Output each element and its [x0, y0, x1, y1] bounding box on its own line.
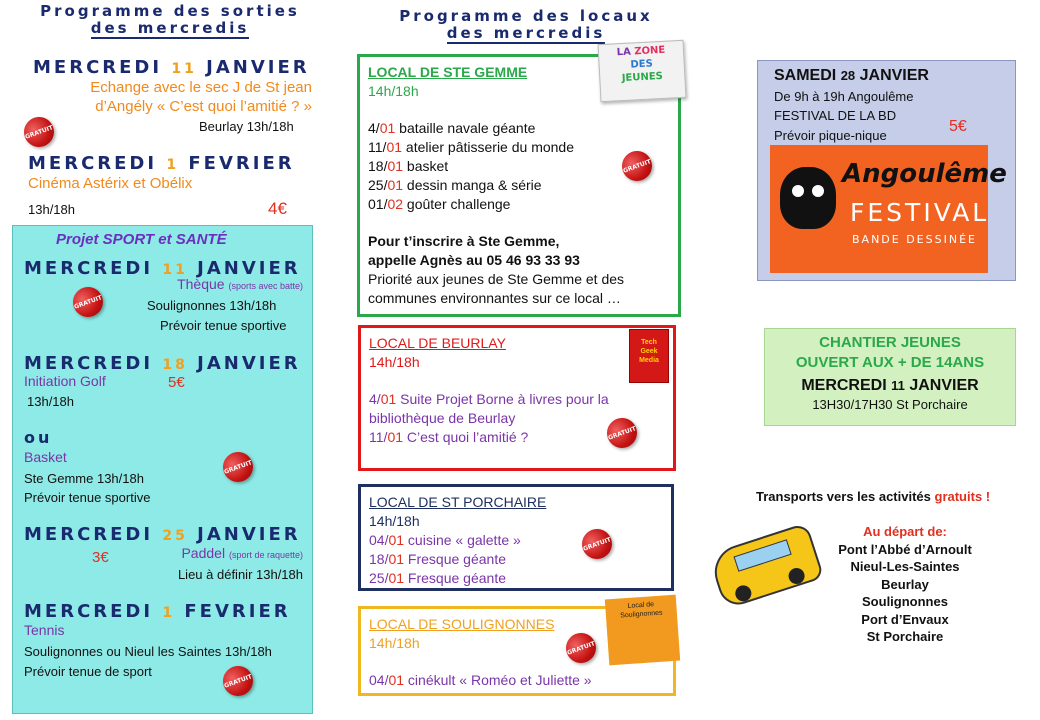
item-text: goûter challenge [403, 196, 511, 212]
samedi-line1: De 9h à 19h Angoulême [774, 89, 914, 104]
sport-e2-day: 18 [162, 357, 188, 373]
samedi-month: JANVIER [859, 67, 929, 84]
sport-e4-note: (sport de raquette) [228, 550, 303, 560]
left-header-line1: Programme des sorties [40, 2, 300, 20]
st-porchaire-time: 14h/18h [369, 513, 420, 529]
middle-header-line1: Programme des locaux [399, 7, 653, 25]
transports-gratuits: gratuits ! [934, 489, 991, 504]
sport-e1-month: JANVIER [197, 258, 301, 279]
sport-e4-activity-name: Paddel [181, 545, 226, 561]
gratuit-badge [20, 113, 58, 151]
chantier-day: 11 [891, 378, 905, 393]
item-month: 01 [380, 391, 397, 407]
samedi-line2: FESTIVAL DE LA BD [774, 108, 897, 123]
sport-e4-activity [181, 545, 303, 561]
soulignonnes-time: 14h/18h [369, 635, 420, 651]
sport-e1-label: MERCREDI [24, 258, 154, 279]
samedi-panel [757, 60, 1016, 281]
sport-e5-label: MERCREDI [24, 601, 154, 622]
sport-ou: ou [24, 428, 53, 447]
item-text: atelier pâtisserie du monde [402, 139, 575, 155]
chantier-month: JANVIER [909, 377, 979, 394]
ste-gemme-inscr1: Pour t’inscrire à Ste Gemme, [368, 233, 560, 249]
w2-line1: Cinéma Astérix et Obélix [28, 175, 193, 192]
sport-e5-extra: Prévoir tenue de sport [24, 664, 152, 679]
w2-heading [28, 153, 295, 174]
middle-header-line2: des mercredis [446, 24, 606, 42]
chantier-title: CHANTIER JEUNES [819, 334, 961, 351]
w2-label: MERCREDI [28, 153, 158, 174]
list-item [369, 531, 663, 550]
sticker-tech: Tech [641, 339, 657, 346]
sport-e4-label: MERCREDI [24, 524, 154, 545]
bus-wheel-icon [787, 566, 807, 586]
sport-e1-day: 11 [162, 262, 188, 278]
sport-e4-heading [24, 524, 301, 545]
left-header [30, 3, 310, 39]
ste-gemme-inscr2: appelle Agnès au 05 46 93 33 93 [368, 252, 580, 268]
item-text: bataille navale géante [395, 120, 536, 136]
chantier-day-label: MERCREDI [801, 377, 887, 394]
poster-festival: FESTIVAL [850, 198, 990, 227]
bus-icon [708, 522, 825, 609]
sticker-local: Local de [627, 601, 655, 610]
item-month: 01 [379, 120, 396, 136]
item-day: 4/ [368, 120, 380, 136]
sport-e1-activity [177, 276, 303, 292]
item-month: 01 [387, 158, 404, 174]
list-item [368, 138, 670, 157]
sport-e4-place: Lieu à définir 13h/18h [177, 567, 303, 582]
zone-jeunes-sticker [598, 40, 687, 102]
bus-wheel-icon [733, 583, 753, 603]
w1-line1: Echange avec le sec J de St jean [90, 79, 312, 96]
item-text: C’est quoi l’amitié ? [403, 429, 529, 445]
list-item [368, 119, 670, 138]
list-item [369, 390, 665, 409]
middle-header [392, 8, 660, 44]
local-st-porchaire [358, 484, 674, 591]
poster-subtitle: BANDE DESSINÉE [852, 233, 977, 246]
w1-heading [33, 57, 310, 78]
sport-e2-heading [24, 353, 301, 374]
list-item [369, 550, 663, 569]
gratuit-text: GRATUIT [582, 535, 612, 553]
sport-e4-day: 25 [162, 528, 188, 544]
gratuit-text: GRATUIT [24, 123, 54, 141]
item-month: 01 [388, 570, 405, 586]
samedi-label: SAMEDI [774, 67, 837, 84]
soulignonnes-list [369, 671, 665, 690]
sport-e3-activity: Basket [24, 449, 67, 465]
list-item [369, 569, 663, 588]
item-day: 25/ [368, 177, 388, 193]
item-month: 01 [387, 429, 404, 445]
item-day: 4/ [369, 391, 381, 407]
w2-day: 1 [166, 157, 180, 173]
gratuit-text: GRATUIT [622, 157, 652, 175]
item-day: 01/ [368, 196, 388, 212]
chantier-age: OUVERT AUX + DE 14ANS [795, 354, 985, 371]
poster-title: Angoulême [842, 159, 1007, 189]
item-text: cinékult « Roméo et Juliette » [404, 672, 592, 688]
item-text: Fresque géante [404, 570, 507, 586]
cat-eye-icon [792, 185, 804, 197]
sport-e2-price: 5€ [168, 374, 185, 391]
item-day: 18/ [369, 551, 389, 567]
item-text: dessin manga & série [403, 177, 542, 193]
item-month: 02 [387, 196, 404, 212]
gratuit-text: GRATUIT [223, 458, 253, 476]
item-month: 01 [388, 551, 405, 567]
sport-e3-extra: Prévoir tenue sportive [24, 490, 151, 505]
samedi-title [774, 67, 929, 85]
w2-time: 13h/18h [28, 202, 75, 217]
bus-window-icon [733, 539, 791, 572]
sport-e1-place: Soulignonnes 13h/18h [147, 298, 277, 313]
sport-e5-day: 1 [162, 605, 176, 621]
w1-month: JANVIER [206, 57, 310, 78]
item-month: 01 [388, 672, 405, 688]
beurlay-time: 14h/18h [369, 354, 420, 370]
st-porchaire-title: LOCAL DE ST PORCHAIRE [369, 494, 547, 510]
samedi-day: 28 [840, 68, 856, 83]
ste-gemme-prio1: Priorité aux jeunes de Ste Gemme et des [368, 271, 625, 287]
transports-title-text: Transports vers les activités [756, 489, 931, 504]
chantier-date [765, 377, 1015, 395]
item-day: 18/ [368, 158, 388, 174]
sport-e1-extra: Prévoir tenue sportive [160, 318, 287, 333]
item-day: 04/ [369, 532, 389, 548]
item-text: basket [403, 158, 449, 174]
transport-place: Port d’Envaux [861, 611, 949, 627]
sport-panel [12, 225, 313, 714]
w2-price: 4€ [268, 199, 287, 218]
list-item [368, 195, 670, 214]
item-text: Fresque géante [404, 551, 507, 567]
transport-places [820, 541, 990, 646]
soulignonnes-title: LOCAL DE SOULIGNONNES [369, 616, 555, 632]
samedi-line3: Prévoir pique-nique [774, 128, 887, 143]
sport-e2-time: 13h/18h [27, 394, 74, 409]
transport-place: St Porchaire [866, 629, 944, 644]
sport-e2-activity: Initiation Golf [24, 373, 106, 389]
gratuit-text: GRATUIT [607, 424, 637, 442]
samedi-price: 5€ [949, 118, 967, 135]
ste-gemme-prio2: communes environnantes sur ce local … [368, 290, 621, 306]
sport-e1-activity-name: Thèque [177, 276, 225, 292]
transport-place: Beurlay [881, 576, 929, 592]
item-month: 01 [388, 532, 405, 548]
sticker-des: DES [630, 58, 654, 71]
angouleme-poster [770, 145, 1007, 273]
local-soulignonnes-sticker [605, 595, 680, 666]
item-month: 01 [387, 177, 404, 193]
sport-e2-month: JANVIER [197, 353, 301, 374]
w2-month: FEVRIER [188, 153, 295, 174]
sport-e4-month: JANVIER [197, 524, 301, 545]
sport-e5-activity: Tennis [24, 622, 65, 638]
transport-place: Pont l’Abbé d’Arnoult [838, 541, 972, 557]
sport-e4-price: 3€ [92, 549, 109, 566]
item-text: cuisine « galette » [404, 532, 521, 548]
item-day: 25/ [369, 570, 389, 586]
chantier-panel [764, 328, 1016, 426]
transport-place: Soulignonnes [862, 594, 948, 609]
w1-day: 11 [171, 61, 197, 77]
left-header-line2: des mercredis [90, 19, 250, 37]
item-text: Suite Projet Borne à livres pour la [396, 391, 609, 407]
gratuit-badge [219, 662, 257, 700]
list-item [368, 176, 670, 195]
item-day: 11/ [368, 139, 387, 155]
sport-e5-month: FEVRIER [184, 601, 291, 622]
item-day: 11/ [369, 429, 388, 445]
gratuit-text: GRATUIT [73, 293, 103, 311]
transports-list [820, 523, 990, 646]
tech-geek-media-sticker [629, 329, 669, 383]
ste-gemme-title: LOCAL DE STE GEMME [368, 64, 528, 80]
gratuit-badge [219, 448, 257, 486]
sport-title: Projet SPORT et SANTÉ [56, 231, 227, 248]
beurlay-title: LOCAL DE BEURLAY [369, 335, 506, 351]
w1-label: MERCREDI [33, 57, 163, 78]
sport-e5-place: Soulignonnes ou Nieul les Saintes 13h/18h [24, 644, 272, 659]
sport-e2-label: MERCREDI [24, 353, 154, 374]
w1-info: Beurlay 13h/18h [199, 119, 294, 134]
gratuit-text: GRATUIT [566, 639, 596, 657]
w1-line2: d’Angély « C’est quoi l’amitié ? » [95, 98, 312, 115]
transport-place: Nieul-Les-Saintes [850, 559, 960, 574]
list-item [369, 671, 665, 690]
sticker-geek: Geek [640, 348, 658, 355]
chantier-time: 13H30/17H30 St Porchaire [812, 397, 968, 412]
cat-eye-icon [812, 185, 824, 197]
sticker-soulignonnes: Soulignonnes [620, 609, 663, 620]
ste-gemme-time: 14h/18h [368, 83, 419, 99]
sticker-la: LA [616, 46, 632, 59]
st-porchaire-list [369, 531, 663, 588]
item-text: bibliothèque de Beurlay [369, 410, 516, 426]
item-month: 01 [386, 139, 403, 155]
sticker-zone: ZONE [634, 44, 666, 58]
depart-label: Au départ de: [863, 524, 947, 539]
sticker-jeunes: JEUNES [621, 70, 664, 85]
gratuit-badge [69, 283, 107, 321]
gratuit-text: GRATUIT [223, 672, 253, 690]
sport-e1-note: (sports avec batte) [228, 281, 303, 291]
transports-title [756, 489, 990, 504]
sticker-media: Media [639, 357, 659, 364]
black-cat-icon [780, 167, 836, 229]
item-day: 04/ [369, 672, 389, 688]
sport-e5-heading [24, 601, 291, 622]
sport-e3-place: Ste Gemme 13h/18h [24, 471, 144, 486]
